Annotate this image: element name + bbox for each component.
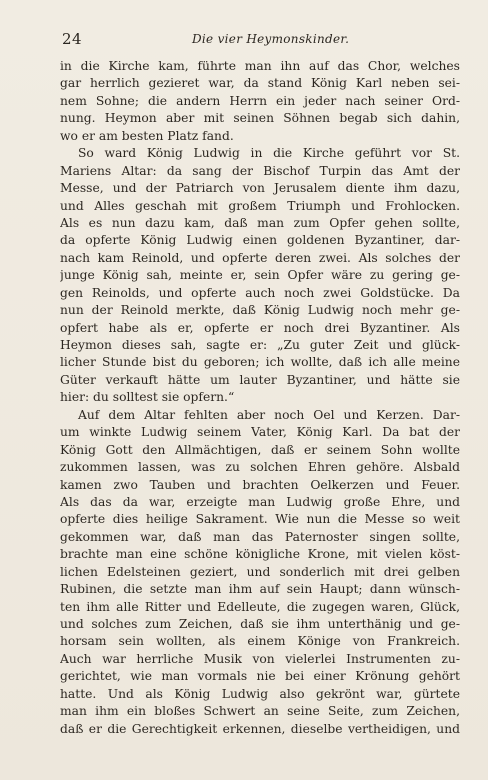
text-line: Auf dem Altar fehlten aber noch Oel und Kerzen. Dar- xyxy=(78,407,460,422)
text-line: junge König sah, meinte er, sein Opfer wäre zu gering ge- xyxy=(60,268,460,283)
page-header xyxy=(62,30,458,50)
text-line: gar herrlich gezieret war, da stand König Karl neben sei- xyxy=(60,76,460,91)
text-line: hier: du solltest sie opfern.“ xyxy=(60,390,235,405)
text-line: und solches zum Zeichen, daß sie ihm unterthänig und ge- xyxy=(60,617,460,631)
text-line: Auch war herrliche Musik von vielerlei Instrumenten zu- xyxy=(60,651,460,666)
text-line: da opferte König Ludwig einen goldenen Byzantiner, dar- xyxy=(60,233,460,248)
text-line: gekommen war, daß man das Paternoster singen sollte, xyxy=(60,529,460,544)
text-line: gen Reinolds, und opferte auch noch zwei Goldstücke. Da xyxy=(60,285,460,300)
text-line: in die Kirche kam, führte man ihn auf das Chor, welches xyxy=(60,59,460,73)
text-line: gerichtet, wie man vormals nie bei einer Krönung gehört xyxy=(60,669,460,684)
text-line: opferte dies heilige Sakrament. Wie nun die Messe so weit xyxy=(60,512,460,527)
text-line: Messe, und der Patriarch von Jerusalem diente ihm dazu, xyxy=(60,181,460,196)
text-line: Güter verkauft hätte um lauter Byzantiner, und hätte sie xyxy=(60,372,460,387)
text-line: Heymon dieses sah, sagte er: „Zu guter Zeit und glück- xyxy=(60,338,460,352)
text-line: wo er am besten Platz fand. xyxy=(60,128,234,143)
text-line: zukommen lassen, was zu solchen Ehren gehöre. Alsbald xyxy=(60,460,460,475)
body-text xyxy=(60,58,460,738)
text-line: So ward König Ludwig in die Kirche geführt vor St. xyxy=(78,146,460,161)
text-line: König Gott den Allmächtigen, daß er seinem Sohn wollte xyxy=(60,442,460,457)
text-line: nem Sohne; die andern Herrn ein jeder nach seiner Ord- xyxy=(60,93,460,108)
paragraph xyxy=(60,407,460,738)
text-line: opfert habe als er, opferte er noch drei Byzantiner. Als xyxy=(60,320,460,335)
running-head: Die vier Heymonskinder. xyxy=(192,32,350,46)
text-line: Rubinen, die setzte man ihm auf sein Haupt; dann wünsch- xyxy=(60,582,460,597)
text-line: nung. Heymon aber mit seinen Söhnen begab sich dahin, xyxy=(60,111,460,126)
text-line: nun der Reinold merkte, daß König Ludwig noch mehr ge- xyxy=(60,303,460,318)
text-line: um winkte Ludwig seinem Vater, König Karl. Da bat der xyxy=(60,425,460,440)
text-line: nach kam Reinold, und opferte deren zwei. Als solches der xyxy=(60,250,460,265)
text-line: und Alles geschah mit großem Triumph und Frohlocken. xyxy=(60,198,460,213)
paragraph xyxy=(60,58,460,145)
page-number: 24 xyxy=(62,30,83,48)
text-line: Als es nun dazu kam, daß man zum Opfer gehen sollte, xyxy=(60,215,460,230)
text-line: hatte. Und als König Ludwig also gekrönt war, gürtete xyxy=(60,686,460,701)
text-line: kamen zwo Tauben und brachten Oelkerzen und Feuer. xyxy=(60,477,460,492)
text-line: daß er die Gerechtigkeit erkennen, dieselbe vertheidigen, und xyxy=(60,721,460,736)
text-line: Als das da war, erzeigte man Ludwig große Ehre, und xyxy=(60,494,460,509)
text-line: Mariens Altar: da sang der Bischof Turpin das Amt der xyxy=(60,163,460,178)
text-line: horsam sein wollten, als einem Könige von Frankreich. xyxy=(60,634,460,649)
text-line: brachte man eine schöne königliche Krone, mit vielen köst- xyxy=(60,547,460,562)
text-line: licher Stunde bist du geboren; ich wollte, daß ich alle meine xyxy=(60,355,460,370)
text-line: ten ihm alle Ritter und Edelleute, die zugegen waren, Glück, xyxy=(60,599,460,614)
paragraph xyxy=(60,145,460,407)
text-line: lichen Edelsteinen geziert, und sonderlich mit drei gelben xyxy=(60,564,460,579)
text-line: man ihm ein bloßes Schwert an seine Seite, zum Zeichen, xyxy=(60,704,460,719)
